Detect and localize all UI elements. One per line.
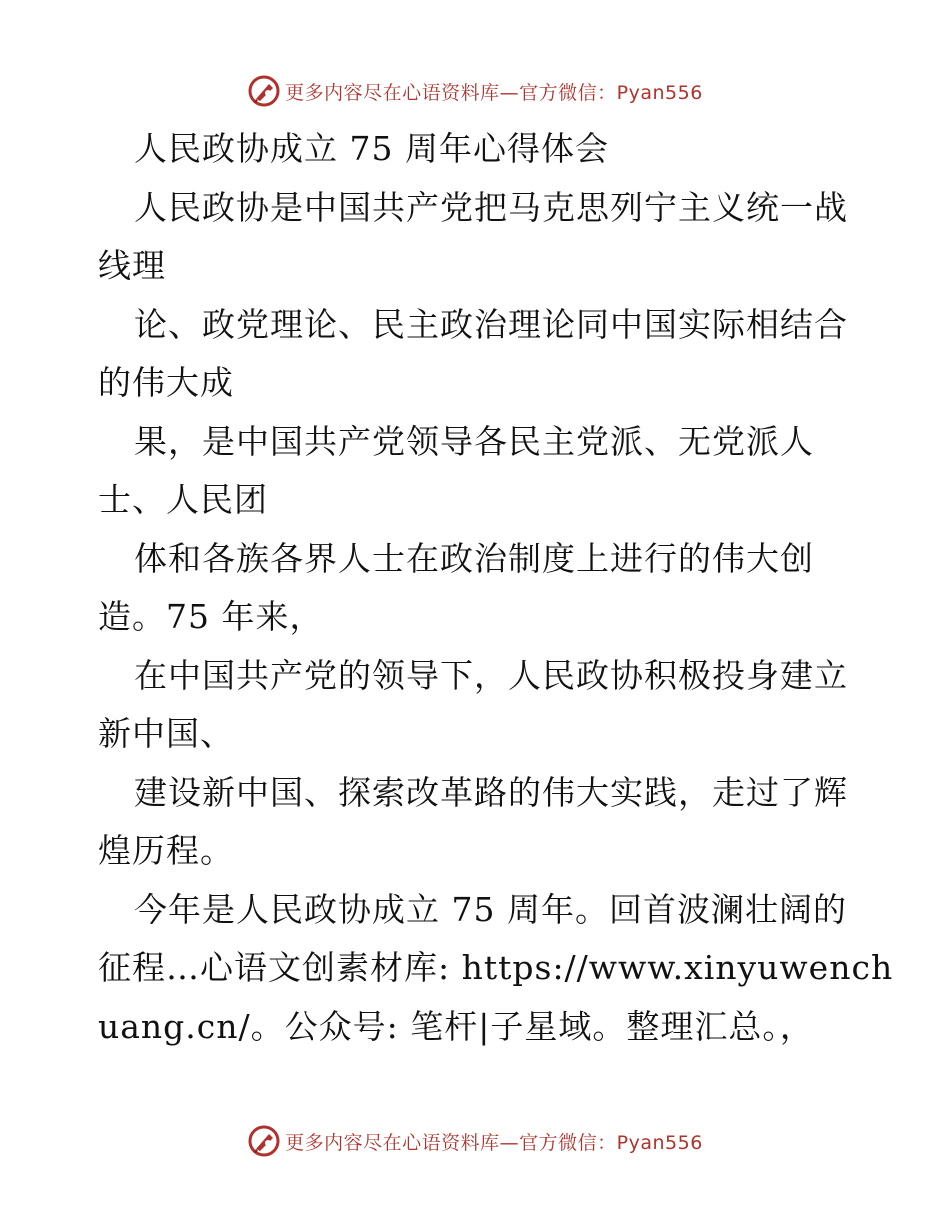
text-line: 新中国、 [98,714,234,753]
text-line: 论、政党理论、民主政治理论同中国实际相结合 [134,304,848,344]
text-line: uang.cn/。公众号: 笔杆|子星域。整理汇总。， [98,1006,814,1046]
header-banner-text: 更多内容尽在心语资料库—官方微信：Pyan556 [285,81,703,104]
header-watermark-banner [0,71,950,111]
footer-watermark-banner [0,1121,950,1161]
text-line: 的伟大成 [98,363,234,402]
text-line: 线理 [98,246,166,285]
pen-logo-icon [247,1124,281,1158]
document-body [98,120,894,1056]
text-line: 今年是人民政协成立 75 周年。回首波澜壮阔的 [134,889,847,929]
footer-banner-text: 更多内容尽在心语资料库—官方微信：Pyan556 [285,1131,703,1154]
text-line: 煌历程。 [98,831,234,870]
text-line: 造。75 年来， [98,597,324,636]
document-title: 人民政协成立 75 周年心得体会 [134,129,609,168]
text-line: 人民政协是中国共产党把马克思列宁主义统一战 [134,187,848,227]
text-line: 体和各族各界人士在政治制度上进行的伟大创 [134,538,814,578]
text-line: 在中国共产党的领导下，人民政协积极投身建立 [134,655,848,695]
pen-logo-icon [247,74,281,108]
text-line: 士、人民团 [98,480,268,519]
text-line: 果，是中国共产党领导各民主党派、无党派人 [134,421,814,461]
text-line: 建设新中国、探索改革路的伟大实践，走过了辉 [134,772,848,812]
text-line: 征程…心语文创素材库: https://www.xinyuwench [98,948,894,987]
